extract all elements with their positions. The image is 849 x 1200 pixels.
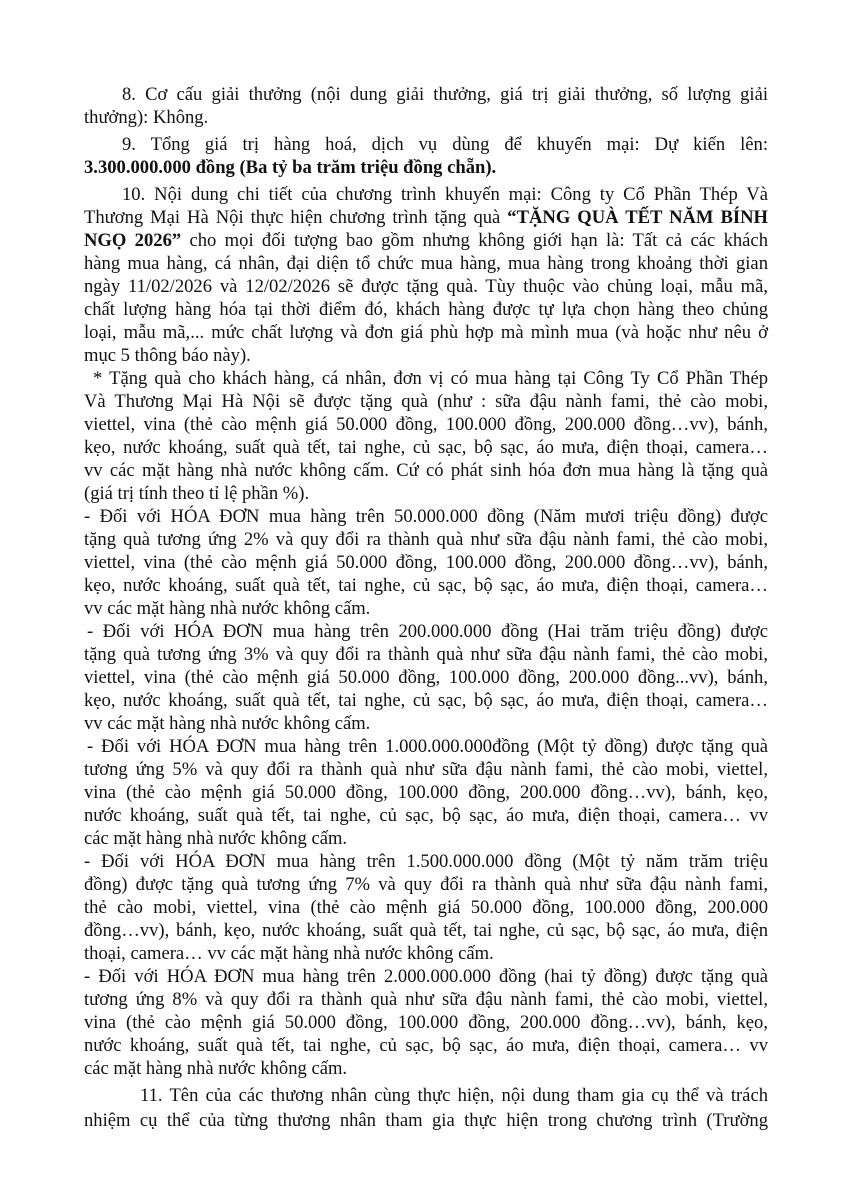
text-line: - Đối với HÓA ĐƠN mua hàng trên 200.000.000 đồng (Hai trăm triệu đồng) được <box>87 621 768 642</box>
program-name-continued: NGỌ 2026” <box>84 230 182 251</box>
text-line: tương ứng 8% và quy đổi ra thành quà như sữa đậu nành fami, thẻ cào mobi, viettel, <box>84 989 768 1010</box>
text-line: nước khoáng, suất quà tết, tai nghe, củ sạc, bộ sạc, áo mưa, điện thoại, camera… vv <box>84 805 768 826</box>
text-line: viettel, vina (thẻ cào mệnh giá 50.000 đồng, 100.000 đồng, 200.000 đồng…vv), bánh, <box>84 552 768 573</box>
text-segment: cho mọi đối tượng bao gồm nhưng không giới hạn là: Tất cả các khách <box>181 230 768 251</box>
text-line: vina (thẻ cào mệnh giá 50.000 đồng, 100.000 đồng, 200.000 đồng…vv), bánh, kẹo, <box>84 1012 768 1033</box>
text-line: * Tặng quà cho khách hàng, cá nhân, đơn vị có mua hàng tại Công Ty Cổ Phần Thép <box>93 368 768 389</box>
text-line: tặng quà tương ứng 2% và quy đổi ra thành quà như sữa đậu nành fami, thẻ cào mobi, <box>84 529 768 550</box>
text-line: các mặt hàng nhà nước không cấm. <box>84 828 348 849</box>
text-line: đồng…vv), bánh, kẹo, nước khoáng, suất quà tết, tai nghe, củ sạc, bộ sạc, áo mưa, điện <box>84 920 768 941</box>
text-line: ngày 11/02/2026 và 12/02/2026 sẽ được tặng quà. Tùy thuộc vào chủng loại, mẫu mã, <box>84 276 768 297</box>
text-line: kẹo, nước khoáng, suất quà tết, tai nghe, củ sạc, bộ sạc, áo mưa, điện thoại, camera… <box>84 437 768 458</box>
text-line: viettel, vina (thẻ cào mệnh giá 50.000 đồng, 100.000 đồng, 200.000 đồng…vv), bánh, <box>84 414 768 435</box>
text-line: nhiệm cụ thể của từng thương nhân tham gia thực hiện trong chương trình (Trường <box>84 1110 768 1131</box>
text-line: 9. Tổng giá trị hàng hoá, dịch vụ dùng để khuyến mại: Dự kiến lên: <box>122 134 768 155</box>
text-line: vv các mặt hàng nhà nước không cấm. Cứ có phát sinh hóa đơn mua hàng là tặng quà <box>84 460 768 481</box>
text-line: mục 5 thông báo này). <box>84 345 251 366</box>
total-value-line <box>84 156 768 179</box>
text-segment: Thương Mại Hà Nội thực hiện chương trình tặng quà <box>84 207 508 228</box>
text-line: - Đối với HÓA ĐƠN mua hàng trên 2.000.000.000 đồng (hai tỷ đồng) được tặng quà <box>84 966 768 987</box>
text-line: Và Thương Mại Hà Nội sẽ được tặng quà (như : sữa đậu nành fami, thẻ cào mobi, <box>84 391 768 412</box>
text-line: kẹo, nước khoáng, suất quà tết, tai nghe, củ sạc, bộ sạc, áo mưa, điện thoại, camera… <box>84 575 768 596</box>
text-line: - Đối với HÓA ĐƠN mua hàng trên 1.000.000.000đồng (Một tỷ đồng) được tặng quà <box>87 736 768 757</box>
text-line: thoại, camera… vv các mặt hàng nhà nước không cấm. <box>84 943 494 964</box>
text-line: (giá trị tính theo tỉ lệ phần %). <box>84 483 310 504</box>
text-line: vv các mặt hàng nhà nước không cấm. <box>84 713 371 734</box>
text-line: - Đối với HÓA ĐƠN mua hàng trên 50.000.000 đồng (Năm mươi triệu đồng) được <box>84 506 768 527</box>
text-line: 10. Nội dung chi tiết của chương trình khuyến mại: Công ty Cổ Phần Thép Và <box>122 184 768 205</box>
text-line: vina (thẻ cào mệnh giá 50.000 đồng, 100.000 đồng, 200.000 đồng…vv), bánh, kẹo, <box>84 782 768 803</box>
total-value-amount: 3.300.000.000 đồng (Ba tỷ ba trăm triệu đồng chẵn). <box>84 157 497 178</box>
text-line: chất lượng hàng hóa tại thời điểm đó, khách hàng được tự lựa chọn hàng theo chủng <box>84 299 768 320</box>
text-line: hàng mua hàng, cá nhân, đại diện tổ chức mua hàng, mua hàng trong khoảng thời gian <box>84 253 768 274</box>
text-line: viettel, vina (thẻ cào mệnh giá 50.000 đồng, 100.000 đồng, 200.000 đồng...vv), bánh, <box>84 667 768 688</box>
text-line <box>84 206 768 229</box>
text-line: các mặt hàng nhà nước không cấm. <box>84 1058 348 1079</box>
text-line: thẻ cào mobi, viettel, vina (thẻ cào mệnh giá 50.000 đồng, 100.000 đồng, 200.000 <box>84 897 768 918</box>
text-line: thưởng): Không. <box>84 107 209 128</box>
text-line: - Đối với HÓA ĐƠN mua hàng trên 1.500.000.000 đồng (Một tỷ năm trăm triệu <box>84 851 768 872</box>
text-line: kẹo, nước khoáng, suất quà tết, tai nghe, củ sạc, bộ sạc, áo mưa, điện thoại, camera… <box>84 690 768 711</box>
text-line: tặng quà tương ứng 3% và quy đổi ra thành quà như sữa đậu nành fami, thẻ cào mobi, <box>84 644 768 665</box>
text-line: đồng) được tặng quà tương ứng 7% và quy đổi ra thành quà như sữa đậu nành fami, <box>84 874 768 895</box>
text-line: 8. Cơ cấu giải thưởng (nội dung giải thưởng, giá trị giải thưởng, số lượng giải <box>122 84 768 105</box>
text-line: loại, mẫu mã,... mức chất lượng và đơn giá phù hợp mà mình mua (và hoặc như nêu ở <box>84 322 768 343</box>
program-name: “TẶNG QUÀ TẾT NĂM BÍNH <box>507 207 768 228</box>
text-line: vv các mặt hàng nhà nước không cấm. <box>84 598 371 619</box>
text-line <box>84 229 768 252</box>
text-line: nước khoáng, suất quà tết, tai nghe, củ sạc, bộ sạc, áo mưa, điện thoại, camera… vv <box>84 1035 768 1056</box>
text-line: tương ứng 5% và quy đổi ra thành quà như sữa đậu nành fami, thẻ cào mobi, viettel, <box>84 759 768 780</box>
text-line: 11. Tên của các thương nhân cùng thực hiện, nội dung tham gia cụ thể và trách <box>140 1085 768 1106</box>
